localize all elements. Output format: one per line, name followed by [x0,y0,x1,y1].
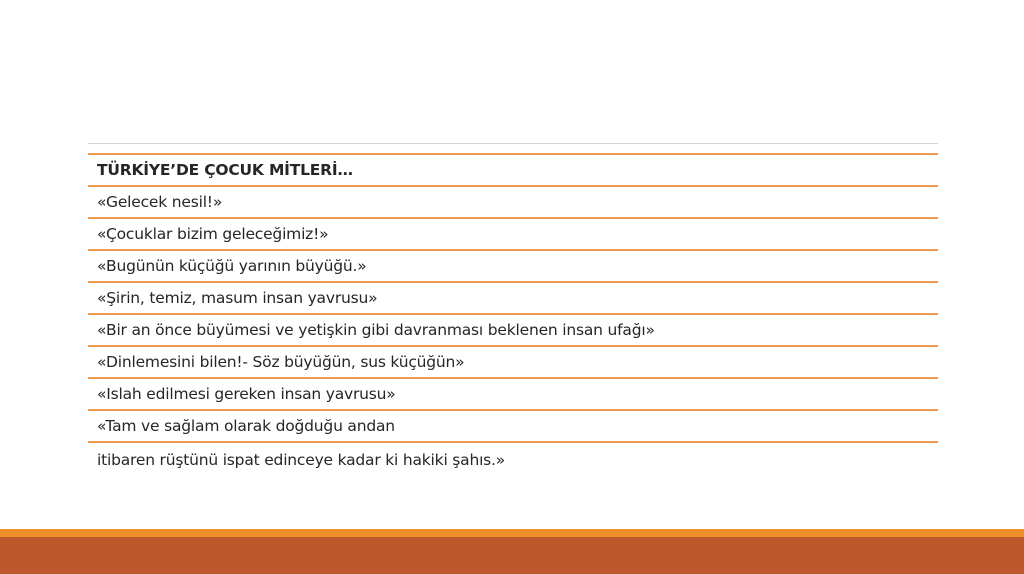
list-item: «Bir an önce büyümesi ve yetişkin gibi davranması beklenen insan ufağı» [88,313,938,345]
list-item: «Bugünün küçüğü yarının büyüğü.» [88,249,938,281]
footer-bar [0,529,1024,574]
top-divider [88,143,938,144]
list-item: «Islah edilmesi gereken insan yavrusu» [88,377,938,409]
list-item: «Tam ve sağlam olarak doğduğu andan [88,409,938,441]
myth-list [88,153,938,477]
list-item: «Dinlemesini bilen!- Söz büyüğün, sus küçüğün» [88,345,938,377]
footer-stripe [0,529,1024,537]
footer-band [0,537,1024,574]
list-heading: TÜRKİYE’DE ÇOCUK MİTLERİ… [88,153,938,185]
list-item: «Şirin, temiz, masum insan yavrusu» [88,281,938,313]
list-item: itibaren rüştünü ispat edinceye kadar ki hakiki şahıs.» [88,441,938,477]
list-item: «Çocuklar bizim geleceğimiz!» [88,217,938,249]
list-item: «Gelecek nesil!» [88,185,938,217]
